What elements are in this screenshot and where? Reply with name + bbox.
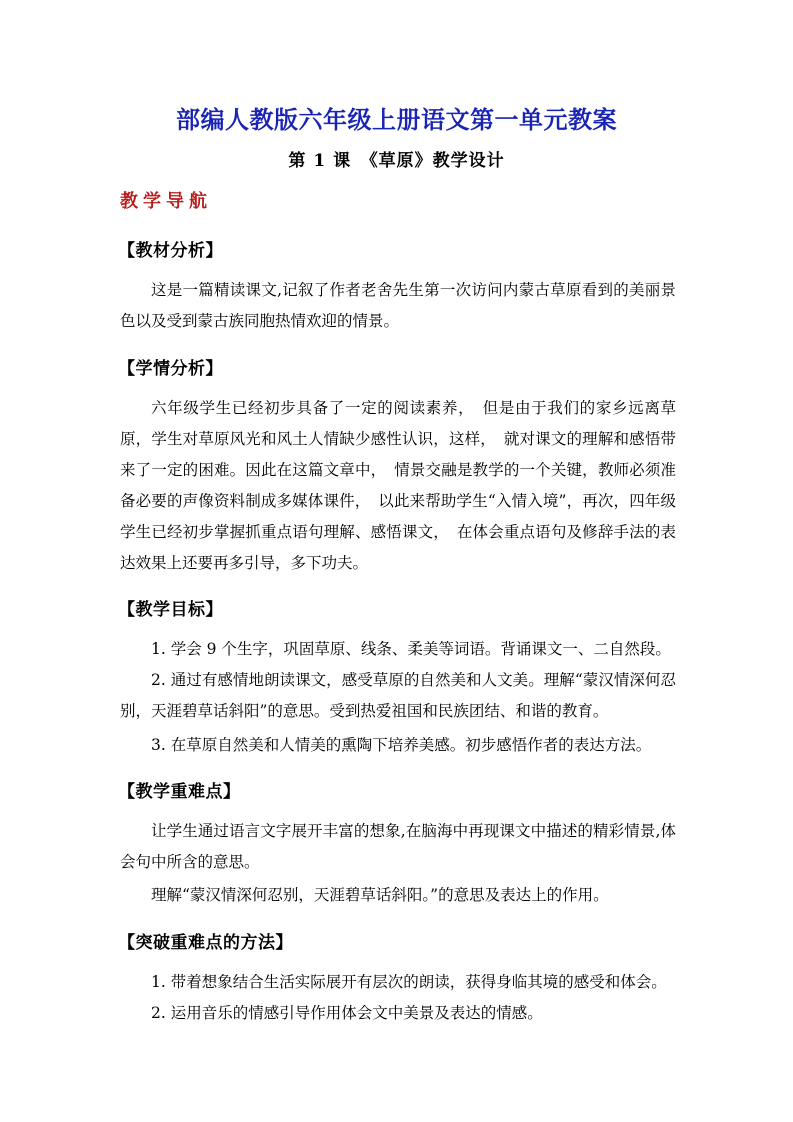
material-analysis-heading: 【教材分析】 <box>118 241 223 261</box>
difficulty-item-1: 让学生通过语言文字展开丰富的想象,在脑海中再现课文中描述的精彩情景,体会句中所含的意思。 <box>120 822 676 871</box>
method-item-2: 2. 运用音乐的情感引导作用体会文中美景及表达的情感。 <box>151 1004 543 1022</box>
student-analysis-text: 六年级学生已经初步具备了一定的阅读素养， 但是由于我们的家乡远离草原，学生对草原风光和风土人情缺少感性认识，这样， 就对课文的理解和感悟带来了一定的困难。因此在这篇文章中， 情景交融是教学的一个关键，教师必须准备必要的声像资料制成多媒体课件， 以此来帮助学生“入情入境”，再次，四年级学生已经初步掌握抓重点语句理解、感悟课文， 在体会重点语句及修辞手法的表达效果上还要再多引导，多下功夫。 <box>120 399 676 572</box>
material-analysis-text: 这是一篇精读课文,记叙了作者老舍先生第一次访问内蒙古草原看到的美丽景色以及受到蒙古族同胞热情欢迎的情景。 <box>120 281 676 330</box>
goal-item-2: 2. 通过有感情地朗读课文，感受草原的自然美和人文美。理解“蒙汉情深何忍别，天涯碧草话斜阳”的意思。受到热爱祖国和民族团结、和谐的教育。 <box>120 671 676 720</box>
goal-item-1: 1. 学会 9 个生字，巩固草原、线条、柔美等词语。背诵课文一、二自然段。 <box>151 640 671 658</box>
teaching-goals-heading: 【教学目标】 <box>118 600 223 620</box>
student-analysis-heading: 【学情分析】 <box>118 359 223 379</box>
method-item-1: 1. 带着想象结合生活实际展开有层次的朗读，获得身临其境的感受和体会。 <box>151 973 667 991</box>
document-title: 部编人教版六年级上册语文第一单元教案 <box>176 106 617 134</box>
lesson-subtitle: 第 1 课 《草原》教学设计 <box>288 151 505 171</box>
methods-heading: 【突破重难点的方法】 <box>118 933 293 953</box>
teaching-nav-heading: 教学导航 <box>120 191 212 212</box>
key-difficulty-heading: 【教学重难点】 <box>118 782 241 802</box>
difficulty-item-2: 理解“蒙汉情深何忍别，天涯碧草话斜阳。”的意思及表达上的作用。 <box>151 886 609 904</box>
goal-item-3: 3. 在草原自然美和人情美的熏陶下培养美感。初步感悟作者的表达方法。 <box>151 736 652 754</box>
